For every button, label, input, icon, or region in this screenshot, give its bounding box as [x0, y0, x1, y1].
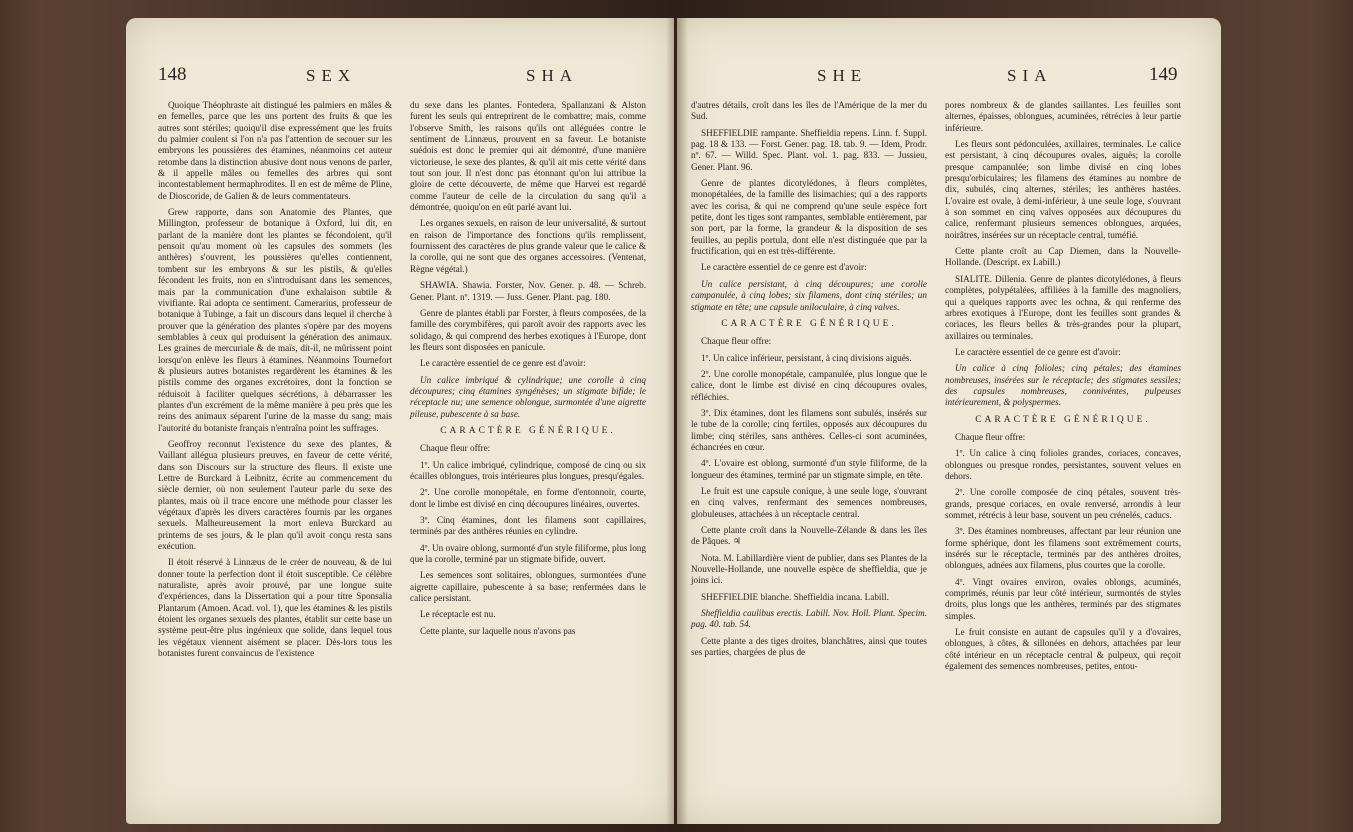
paragraph: Quoique Théophraste ait distingué les palmiers en mâles & en femelles, parce que les uns portent des fruits & que les autres sont stériles; quoiqu'il dise expressément que les fruits du palmier coulent si l'on n'a pas l'attention de secouer sur les embryons les poussières des étamines, néanmoins cet auteur retombe dans la distinction abusive dont nous venons de parler, & il appelle mâles ou femelles des arbres qui sont incontestablement hermaphrodites. Il en est de même de Pline, de Dioscoride, de Galien & de leurs commentateurs. [158, 100, 392, 201]
paragraph: 3º. Cinq étamines, dont les filamens sont capillaires, terminés par des anthères réunies en cylindre. [410, 515, 646, 537]
section-heading: CARACTÈRE GÉNÉRIQUE. [440, 425, 616, 436]
entry-sheffieldie-blanche: SHEFFIELDIE blanche. Sheffieldia incana. Labill. [701, 591, 889, 602]
paragraph: Genre de plantes établi par Forster, à fleurs composées, de la famille des corymbifères, qui paroît avoir des rapports avec les solidago, & qui comprend des herbes exotiques à l'Europe, dont les fleurs sont disposées en panicule. [410, 307, 646, 352]
running-head-sha: SHA [526, 66, 579, 85]
paragraph: 2º. Une corolle monopétale, campanulée, plus longue que le calice, dont le limbe est divisé en cinq découpures ovales, réfléchies. [691, 368, 927, 402]
paragraph: 3º. Dix étamines, dont les filamens sont subulés, insérés sur le tube de la corolle; cinq fertiles, opposés aux découpures du limbe; cinq stériles, sans anthères. Celles-ci sont acuminées, échancrées en cœur. [691, 407, 927, 452]
paragraph: 4º. L'ovaire est oblong, surmonté d'un style filiforme, de la longueur des étamines, terminé par un stigmate simple, en tête. [691, 458, 927, 480]
paragraph: Grew rapporte, dans son Anatomie des Plantes, que Millington, professeur de botanique à Oxford, lui dit, en parlant de la manière dont les plantes se fécondoient, qu'il pensoit qu'au moment où les capsules des sommets (les anthères) s'ouvrent, les poussières qu'elles contiennent, tombent sur les embryons & sur les pistils, & qu'elles fécondent les fruits, non en s'introduisant dans les semences, mais par la communication d'une exhalaison subtile & vivifiante. Rai adopta ce sentiment. Camerarius, professeur de botanique à Tubinge, a fait un discours dans lequel il cherche à prouver que la génération des plantes s'opère par des moyens semblables à ceux qui produisent la génération des animaux. Les graines de mercuriale & de maïs, dit-il, ne mûrissent point lorsqu'on enlève les fleurs à étamines. Néanmoins Tournefort & plusieurs autres botanistes regardèrent les étamines & les pistils comme des organes excrétoires, dont la fonction se réduisoit à faciliter quelques sécrétions, à débarrasser les plantes d'un excrément de la même manière à peu près que les reins des animaux séparent l'urine de la masse du sang; mais l'autorité du botaniste français n'entraîna point les suffrages. [158, 207, 392, 433]
entry-sialite: SIALITE. Dillenia. Genre de plantes dicotylédones, à fleurs complètes, polypétalées, affiliées à la famille des magnoliers, qui a quelques rapports avec les ochna, & qui renferme des arbres exotiques à l'Europe, dont les feuilles sont grandes & coriaces, les fleurs belles & très-grandes pour la plupart, axillaires ou terminales. [945, 273, 1181, 341]
essential-character: Un calice imbriqué & cylindrique; une corolle à cinq découpures; cinq étamines syngénèses; un stigmate bifide; le réceptacle nu; une semence oblongue, surmontée d'une aigrette pileuse, pubescente à sa base. [410, 374, 646, 419]
right-page-column-1 [691, 100, 927, 663]
paragraph: pores nombreux & de glandes saillantes. Les feuilles sont alternes, épaisses, oblongues, acuminées, rétrécies à leur partie inférieure. [945, 100, 1181, 133]
paragraph: Chaque fleur offre: [701, 336, 772, 347]
paragraph: Le fruit consiste en autant de capsules qu'il y a d'ovaires, oblongues, à côtes, & sillonées en dehors, attachées par leur côté intérieur en un réceptacle central & pulpeux, qui reçoit également des semences nombreuses, petites, entou- [945, 627, 1181, 672]
paragraph: Sheffieldia caulibus erectis. Labill. Nov. Holl. Plant. Specim. pag. 40. tab. 54. [691, 608, 927, 630]
paragraph: 4º. Un ovaire oblong, surmonté d'un style filiforme, plus long que la corolle, terminé par un stigmate bifide, ouvert. [410, 542, 646, 565]
running-head-sex: SEX [306, 66, 357, 85]
page-number-left: 148 [158, 64, 187, 85]
paragraph: Le réceptacle est nu. [420, 609, 496, 620]
right-page [677, 18, 1221, 824]
entry-sheffieldie: SHEFFIELDIE rampante. Sheffieldia repens. Linn. f. Suppl. pag. 18 & 133. — Forst. Gener. pag. 18. tab. 9. — Idem, Prodr. nº. 67. — Willd. Spec. Plant. vol. 1. pag. 833. — Jussieu, Gener. Plant. 96. [691, 127, 927, 172]
paragraph: 3º. Des étamines nombreuses, affectant par leur réunion une forme sphérique, dont les filamens sont extrêmement courts, insérés sur le réceptacle, terminés par des anthères droites, oblongues, adnées aux filamens, plus courtes que la corolle. [945, 526, 1181, 571]
paragraph: Genre de plantes dicotylédones, à fleurs complètes, monopétalées, de la famille des lisimachies; qui a des rapports avec les corisa, & qui ne comprend qu'une seule espèce fort petite, dont les tiges sont rampantes, semblable entièrement, par son port, par la forme, la grandeur & la disposition de ses feuilles, au peplis portula, dont elle n'est distinguée que par la fructification, qui en est très-différente. [691, 178, 927, 257]
essential-character: Un calice à cinq folioles; cinq pétales; des étamines nombreuses, insérées sur le réceptacle; des stigmates sessiles; des capsules nombreuses, connivéntes, pulpeuses intérieurement, & polyspermes. [945, 363, 1181, 408]
running-head-sia: SIA [1007, 66, 1053, 85]
paragraph: d'autres détails, croît dans les îles de l'Amérique de la mer du Sud. [691, 100, 927, 122]
paragraph: Le fruit est une capsule conique, à une seule loge, s'ouvrant en cinq valves, renfermant des semences nombreuses, globuleuses, attachées à un réceptacle central. [691, 485, 927, 519]
paragraph: Geoffroy reconnut l'existence du sexe des plantes, & Vaillant allégua plusieurs preuves, en faveur de cette vérité, dans son Discours sur la structure des fleurs. Il existe une Lettre de Burckard à Leibnitz, écrite au commencement du siècle dernier, où non seulement l'auteur parle du sexe des plantes, mais où il trace encore une méthode pour classer les végétaux d'après les divers caractères fournis par les organes sexuels. Malheureusement la mort enleva Burckard au printems de ses jours, & le plan qu'il avoit conçu resta sans exécution. [158, 438, 392, 552]
paragraph: Cette plante croît au Cap Diemen, dans la Nouvelle-Hollande. (Descript. ex Labill.) [945, 246, 1181, 268]
left-page-column-2 [410, 100, 646, 642]
paragraph: 1º. Un calice inférieur, persistant, à cinq divisions aiguës. [701, 352, 912, 363]
paragraph: Il étoit réservé à Linnæus de le créer de nouveau, & de lui donner toute la perfection dont il étoit susceptible. Ce célèbre naturaliste, après avoir prouvé, par une longue suite d'expériences, dans la Dissertation qui a pour titre Sponsalia Plantarum (Amoen. Acad. vol. 1), que les étamines & les pistils étoient les organes sexuels des plantes, établit sur cette base un système peut-être plus ingénieux que solide, dans lequel tous les végétaux viennent aisément se placer. Dès-lors tous les botanistes furent convaincus de l'existence [158, 557, 392, 659]
paragraph: Chaque fleur offre: [420, 443, 491, 454]
paragraph: Les fleurs sont pédonculées, axillaires, terminales. Le calice est persistant, à cinq découpures ovales, aiguës; la corolle presque campanulée; son limbe divisé en cinq lobes presqu'orbiculaires; les filamens des étamines au nombre de dix, subulés, cinq alternes, stériles; les anthères hastées. L'ovaire est ovale, à demi-inférieur, à une seule loge, s'ouvrant à son sommet en cinq valves opposées aux découpures du calice, renfermant plusieurs semences oblongues, arquées, noirâtres, insérées sur un réceptacle central, tuméfié. [945, 139, 1181, 240]
paragraph: Cette plante a des tiges droites, blanchâtres, ainsi que toutes ses parties, chargées de plus de [691, 635, 927, 658]
running-head-she: SHE [817, 66, 868, 85]
book-gutter [666, 18, 688, 824]
paragraph: 2º. Une corolle monopétale, en forme d'entonnoir, courte, dont le limbe est divisé en cinq découpures linéaires, ouvertes. [410, 487, 646, 509]
paragraph: 2º. Une corolle composée de cinq pétales, souvent très-grands, presque coriaces, en ovale renversé, arrondis à leur sommet, rétrécis à leur base, souvent un peu crénelés, caducs. [945, 487, 1181, 520]
paragraph: Le caractère essentiel de ce genre est d'avoir: [955, 346, 1121, 357]
paragraph: Les semences sont solitaires, oblongues, surmontées d'une aigrette capillaire, pubescente à sa base; renfermées dans le calice persistant. [410, 570, 646, 604]
essential-character: Un calice persistant, à cinq découpures; une corolle campanulée, à cinq lobes; six filamens, dont cinq stériles; un stigmate en tête; une capsule uniloculaire, à cinq valves. [691, 278, 927, 312]
paragraph: du sexe dans les plantes. Fontedera, Spallanzani & Alston furent les seuls qui entreprirent de le combattre; mais, comme l'observe Smith, les raisons qu'ils ont alléguées contre le sentiment de Linnæus, prouvent en sa faveur. Le botaniste suédois est donc le premier qui ait démontré, d'une manière victorieuse, le sexe des plantes, & qu'il ait mis cette vérité dans tout son jour. Il n'est donc pas étonnant qu'on lui attribue la gloire de cette découverte, de même que Harvei est regardé comme l'auteur de celle de la circulation du sang qu'il a démontrée, quoiqu'on en eût parlé avant lui. [410, 100, 646, 213]
paragraph: Chaque fleur offre: [955, 431, 1026, 442]
paragraph: Le caractère essentiel de ce genre est d'avoir: [701, 262, 867, 273]
section-heading: CARACTÈRE GÉNÉRIQUE. [721, 318, 897, 329]
paragraph: Nota. M. Labillardière vient de publier, dans ses Plantes de la Nouvelle-Hollande, une nouvelle espèce de sheffieldia, que je joins ici. [691, 552, 927, 586]
left-page-column-1 [158, 100, 392, 665]
section-heading: CARACTÈRE GÉNÉRIQUE. [975, 414, 1151, 425]
paragraph: Cette plante croît dans la Nouvelle-Zélande & dans les îles de Pâques. ♃ [691, 525, 927, 547]
right-page-column-2 [945, 100, 1181, 677]
left-page [126, 18, 674, 824]
paragraph: 4º. Vingt ovaires environ, ovales oblongs, acuminés, comprimés, réunis par leur côté intérieur, surmontés de styles droits, plus longs que les anthères, terminés par des stigmates simples. [945, 576, 1181, 621]
paragraph: Le caractère essentiel de ce genre est d'avoir: [420, 358, 586, 369]
paragraph: Cette plante, sur laquelle nous n'avons pas [420, 625, 576, 636]
paragraph: 1º. Un calice imbriqué, cylindrique, composé de cinq ou six écailles oblongues, trois intérieures plus longues, presqu'égales. [410, 459, 646, 481]
page-number-right: 149 [1149, 64, 1178, 85]
paragraph: 1º. Un calice à cinq folioles grandes, coriaces, concaves, oblongues ou presque rondes, persistantes, souvent velues en dehors. [945, 448, 1181, 481]
paragraph: Les organes sexuels, en raison de leur universalité, & surtout en raison de l'importance des fonctions qu'ils remplissent, fournissent des caractères de plus grande valeur que le calice & la corolle, qui ne sont que des organes accessoires. (Ventenat, Règne végétal.) [410, 218, 646, 274]
entry-shawia: SHAWIA. Shawia. Forster, Nov. Gener. p. 48. — Schreb. Gener. Plant. nº. 1319. — Juss. Gener. Plant. pag. 180. [410, 280, 646, 302]
